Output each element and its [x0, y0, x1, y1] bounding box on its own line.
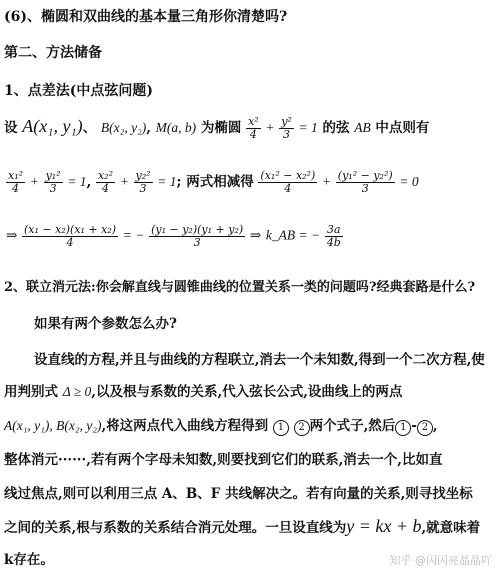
watermark: 知乎 @闪闪亮晶晶吖: [389, 554, 492, 567]
subtraction-line: $\frac{\text{x₁²}}{4}$ + $\frac{\text{y₁²}}{3}$ = 1, $\frac{\text{x₂²}}{4}$ + $\frac{\text{y₂²}}{3}$ = 1; 两式相减得 $\frac{\text{(x₁² − x₂²)}}{4}$ + $\frac{\text{(y₁² − y₂²)}}{3}$ = 0: [8, 169, 419, 195]
paragraph-line-6: 之间的关系,根与系数的关系结合消元处理。一旦设直线为y = kx + b,就意味着: [4, 516, 481, 536]
paragraph-line-5: 线过焦点,则可以利用三点 A、B、F 共线解决之。若有向量的关系,则寻找坐标: [4, 486, 473, 502]
heading-6: (6)、椭圆和双曲线的基本量三角形你清楚吗?: [4, 9, 288, 25]
section-title: 第二、方法储备: [4, 45, 102, 61]
item-2-title: 2、联立消元法:你会解直线与圆锥曲线的位置关系一类的问题吗?经典套路是什么?: [4, 280, 476, 295]
circled-one-b: 1: [395, 420, 411, 436]
question-two-params: 如果有两个参数怎么办?: [34, 316, 177, 332]
circled-one: 1: [273, 420, 289, 436]
paragraph-line-2: 用判别式 Δ ≥ 0,以及根与系数的关系,代入弦长公式,设曲线上的两点: [4, 384, 403, 400]
paragraph-line-1: 设直线的方程,并且与曲线的方程联立,消去一个未知数,得到一个二次方程,使: [34, 352, 485, 368]
circled-two-b: 2: [417, 420, 433, 436]
circled-two: 2: [294, 420, 310, 436]
paragraph-line-7: k存在。: [4, 552, 54, 568]
midpoint-setup-line: 设 A(x₁, y₁)、 B(x₂, y₂), M(a, b) 为椭圆 $\frac{\text{x²}}{4}$ + $\frac{\text{y²}}{3}$ = 1 的弦 AB 中点则有: [4, 115, 430, 141]
paragraph-line-4: 整体消元······,若有两个字母未知数,则要找到它们的联系,消去一个,比如直: [4, 452, 443, 468]
paragraph-line-3: A(x₁, y₁), B(x₂, y₂),将这两点代入曲线方程得到 1 2 两个式子,然后 1 - 2 ,: [4, 418, 438, 434]
item-1-title: 1、点差法(中点弦问题): [4, 83, 153, 99]
slope-result-line: ⇒ $\frac{\text{(x₁ − x₂)(x₁ + x₂)}}{4}$ = − $\frac{\text{(y₁ − y₂)(y₁ + y₂)}}{3}$ ⇒ k_AB = − $\frac{3a}{4b}$: [6, 223, 341, 249]
